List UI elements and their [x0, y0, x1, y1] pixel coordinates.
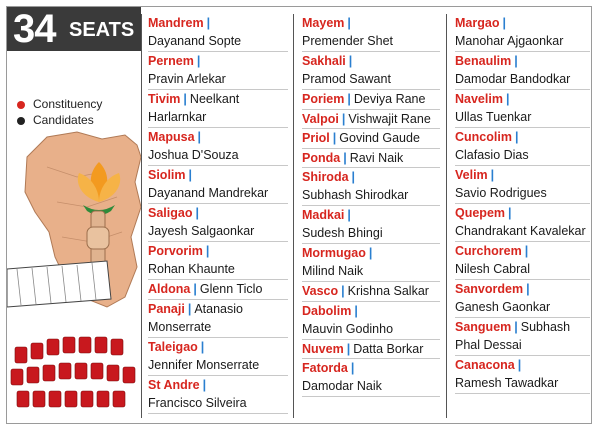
- entry-line-1: [302, 149, 440, 167]
- constituency-name: Valpoi: [302, 111, 339, 126]
- candidate-name: Francisco Silveira: [148, 395, 247, 410]
- candidate-name: Dayanand Sopte: [148, 34, 242, 48]
- entry-line-1: [148, 52, 288, 70]
- constituency-name: Madkai: [302, 208, 345, 222]
- black-dot-icon: [17, 117, 25, 125]
- candidate-name: Harlarnkar: [148, 110, 207, 124]
- constituency-name: Velim: [455, 168, 488, 182]
- candidate-name: Jayesh Salgaonkar: [148, 224, 255, 238]
- candidate-name: Chandrakant Kavalekar: [455, 224, 586, 238]
- separator-bar: |: [348, 54, 353, 68]
- legend-constituency-label: Constituency: [33, 97, 103, 111]
- legend-candidates: [17, 113, 94, 127]
- separator-bar: |: [354, 303, 358, 318]
- entry-line-1: [455, 280, 590, 298]
- entry-line-1: [302, 282, 440, 300]
- separator-bar: |: [346, 341, 351, 356]
- separator-bar: |: [183, 92, 187, 106]
- entry-line-1: [302, 52, 440, 70]
- entry-line-1: [302, 90, 440, 108]
- candidate-name: Milind Naik: [302, 264, 364, 278]
- constituency-name: Mormugao: [302, 246, 366, 260]
- constituency-name: Vasco: [302, 284, 339, 298]
- constituency-name: Quepem: [455, 206, 506, 220]
- candidate-name: Monserrate: [148, 319, 212, 334]
- constituency-name: Aldona: [148, 282, 191, 296]
- entry-line-1: [148, 376, 288, 394]
- constituency-name: Canacona: [455, 358, 515, 372]
- constituency-name: Shiroda: [302, 170, 349, 184]
- constituency-name: Dabolim: [302, 303, 352, 318]
- entry-line-1: [455, 242, 590, 260]
- candidate-name: Premender Shet: [302, 34, 394, 48]
- constituency-name: Sanguem: [455, 320, 512, 334]
- constituency-entry: [148, 166, 288, 204]
- separator-bar: |: [351, 170, 356, 184]
- entry-line-1: [302, 110, 440, 128]
- constituency-name: Saligao: [148, 206, 193, 220]
- candidate-name: Subhash: [520, 320, 571, 334]
- left-panel: [7, 7, 141, 423]
- sleeve-icon: [7, 261, 111, 307]
- separator-bar: |: [347, 16, 351, 30]
- entry-line-1: [302, 302, 440, 320]
- constituency-entry: [455, 128, 590, 166]
- constituency-name: Panaji: [148, 301, 185, 316]
- separator-bar: |: [368, 246, 373, 260]
- entry-line-1: [302, 359, 440, 377]
- candidate-name: Atanasio: [194, 301, 243, 316]
- constituency-entry: [302, 149, 440, 169]
- constituency-name: Mandrem: [148, 16, 204, 30]
- candidate-name: Joshua D'Souza: [148, 148, 239, 162]
- constituency-entry: [148, 90, 288, 128]
- candidate-name: Ullas Tuenkar: [455, 110, 532, 124]
- separator-bar: |: [195, 206, 199, 220]
- entry-line-1: [455, 166, 590, 184]
- constituency-name: Curchorem: [455, 244, 522, 258]
- column-divider: [446, 14, 447, 418]
- separator-bar: |: [350, 361, 355, 375]
- entry-line-1: [455, 90, 590, 108]
- separator-bar: |: [206, 16, 211, 30]
- column-divider: [293, 14, 294, 418]
- constituency-entry: [302, 282, 440, 302]
- column-1: [148, 14, 288, 414]
- candidate-name: Rohan Khaunte: [148, 262, 235, 276]
- separator-bar: |: [505, 92, 510, 106]
- candidate-name: Deviya Rane: [353, 92, 426, 106]
- separator-bar: |: [197, 130, 202, 144]
- constituency-entry: [148, 376, 288, 414]
- separator-bar: |: [341, 111, 346, 126]
- constituency-name: Margao: [455, 16, 500, 30]
- separator-bar: |: [341, 284, 345, 298]
- constituency-entry: [455, 166, 590, 204]
- constituency-name: Tivim: [148, 92, 181, 106]
- entry-line-1: [302, 168, 440, 186]
- candidate-name: Savio Rodrigues: [455, 186, 547, 200]
- seats-count: 34: [13, 7, 56, 51]
- constituency-entry: [302, 206, 440, 244]
- constituency-entry: [148, 204, 288, 242]
- constituency-name: Ponda: [302, 150, 341, 165]
- candidate-name: Glenn Ticlo: [199, 282, 263, 296]
- candidate-name: Jennifer Monserrate: [148, 357, 260, 372]
- separator-bar: |: [205, 244, 210, 258]
- separator-bar: |: [196, 54, 201, 68]
- separator-bar: |: [347, 208, 351, 222]
- constituency-name: Cuncolim: [455, 130, 512, 144]
- constituency-entry: [455, 90, 590, 128]
- separator-bar: |: [202, 377, 207, 392]
- candidate-name: Phal Dessai: [455, 338, 522, 352]
- candidate-name: Pramod Sawant: [302, 72, 391, 86]
- entry-line-1: [302, 14, 440, 32]
- constituency-entry: [148, 242, 288, 280]
- chairs-icon: [11, 337, 135, 407]
- constituency-name: Mapusa: [148, 130, 195, 144]
- red-dot-icon: [17, 101, 25, 109]
- constituency-name: Priol: [302, 131, 330, 145]
- candidate-name: Dayanand Mandrekar: [148, 186, 269, 200]
- candidate-name: Mauvin Godinho: [302, 321, 394, 336]
- separator-bar: |: [347, 92, 351, 106]
- column-3: [455, 14, 590, 394]
- candidate-name: Manohar Ajgaonkar: [455, 34, 564, 48]
- constituency-name: Benaulim: [455, 54, 512, 68]
- entry-line-1: [148, 204, 288, 222]
- constituency-entry: [302, 110, 440, 130]
- entry-line-1: [455, 52, 590, 70]
- constituency-name: Pernem: [148, 54, 194, 68]
- separator-bar: |: [502, 16, 506, 30]
- entry-line-1: [148, 128, 288, 146]
- entry-line-1: [148, 14, 288, 32]
- constituency-entry: [302, 129, 440, 149]
- constituency-entry: [148, 52, 288, 90]
- separator-bar: |: [514, 320, 518, 334]
- constituency-name: Mayem: [302, 16, 345, 30]
- constituency-entry: [302, 90, 440, 110]
- candidate-name: Govind Gaude: [339, 131, 420, 145]
- constituency-name: Siolim: [148, 168, 186, 182]
- entry-line-1: [148, 242, 288, 260]
- separator-bar: |: [517, 358, 522, 372]
- constituency-entry: [455, 356, 590, 394]
- separator-bar: |: [187, 301, 192, 316]
- entry-line-1: [302, 340, 440, 358]
- constituency-entry: [302, 168, 440, 206]
- constituency-entry: [302, 14, 440, 52]
- entry-line-1: [148, 90, 288, 108]
- candidate-name: Ganesh Gaonkar: [455, 300, 551, 314]
- seats-label: SEATS: [69, 19, 135, 41]
- separator-bar: |: [490, 168, 495, 182]
- constituency-entry: [148, 300, 288, 338]
- candidate-name: Damodar Naik: [302, 379, 382, 393]
- entry-line-1: [302, 206, 440, 224]
- separator-bar: |: [508, 206, 512, 220]
- legend-constituency: [17, 97, 102, 111]
- constituency-entry: [148, 14, 288, 52]
- constituency-name: Fatorda: [302, 361, 348, 375]
- separator-bar: |: [514, 130, 519, 144]
- separator-bar: |: [188, 168, 193, 182]
- candidate-name: Sudesh Bhingi: [302, 226, 383, 240]
- separator-bar: |: [526, 282, 530, 296]
- entry-line-1: [302, 244, 440, 262]
- constituency-name: Taleigao: [148, 339, 198, 354]
- constituency-entry: [148, 280, 288, 300]
- entry-line-1: [455, 356, 590, 374]
- column-divider: [141, 14, 142, 418]
- constituency-entry: [455, 280, 590, 318]
- constituency-name: Sakhali: [302, 54, 346, 68]
- entry-line-1: [455, 204, 590, 222]
- constituency-entry: [455, 318, 590, 356]
- constituency-entry: [148, 338, 288, 376]
- candidate-name: Datta Borkar: [353, 341, 424, 356]
- separator-bar: |: [200, 339, 205, 354]
- constituency-entry: [302, 359, 440, 397]
- separator-bar: |: [193, 282, 197, 296]
- constituency-entry: [455, 204, 590, 242]
- entry-line-1: [455, 128, 590, 146]
- constituency-entry: [302, 244, 440, 282]
- separator-bar: |: [343, 150, 347, 165]
- candidate-name: Ramesh Tawadkar: [455, 376, 559, 390]
- constituency-entry: [302, 340, 440, 360]
- candidate-name: Damodar Bandodkar: [455, 72, 571, 86]
- separator-bar: |: [524, 244, 529, 258]
- constituency-name: Nuvem: [302, 341, 344, 356]
- entry-line-1: [302, 129, 440, 147]
- constituency-name: Sanvordem: [455, 282, 524, 296]
- constituency-name: Porvorim: [148, 244, 203, 258]
- constituency-name: Navelim: [455, 92, 503, 106]
- entry-line-1: [148, 280, 288, 298]
- separator-bar: |: [332, 131, 337, 145]
- candidate-name: Krishna Salkar: [347, 284, 429, 298]
- candidate-name: Pravin Arlekar: [148, 72, 226, 86]
- candidate-name: Clafasio Dias: [455, 148, 529, 162]
- candidate-name: Ravi Naik: [349, 150, 404, 165]
- separator-bar: |: [514, 54, 518, 68]
- seats-badge: [7, 7, 141, 51]
- column-2: [302, 14, 440, 397]
- candidate-name: Neelkant: [189, 92, 240, 106]
- constituency-entry: [455, 14, 590, 52]
- entry-line-1: [455, 318, 590, 336]
- constituency-name: St Andre: [148, 377, 200, 392]
- constituency-entry: [302, 302, 440, 340]
- candidate-name: Nilesh Cabral: [455, 262, 531, 276]
- entry-line-1: [148, 338, 288, 356]
- illustration: [7, 7, 141, 423]
- entry-line-1: [148, 300, 288, 318]
- constituency-name: Poriem: [302, 92, 345, 106]
- entry-line-1: [148, 166, 288, 184]
- constituency-entry: [302, 52, 440, 90]
- entry-line-1: [455, 14, 590, 32]
- constituency-entry: [455, 52, 590, 90]
- constituency-entry: [455, 242, 590, 280]
- candidate-name: Subhash Shirodkar: [302, 188, 409, 202]
- constituency-entry: [148, 128, 288, 166]
- candidate-name: Vishwajit Rane: [348, 111, 431, 126]
- legend-candidates-label: Candidates: [33, 113, 94, 127]
